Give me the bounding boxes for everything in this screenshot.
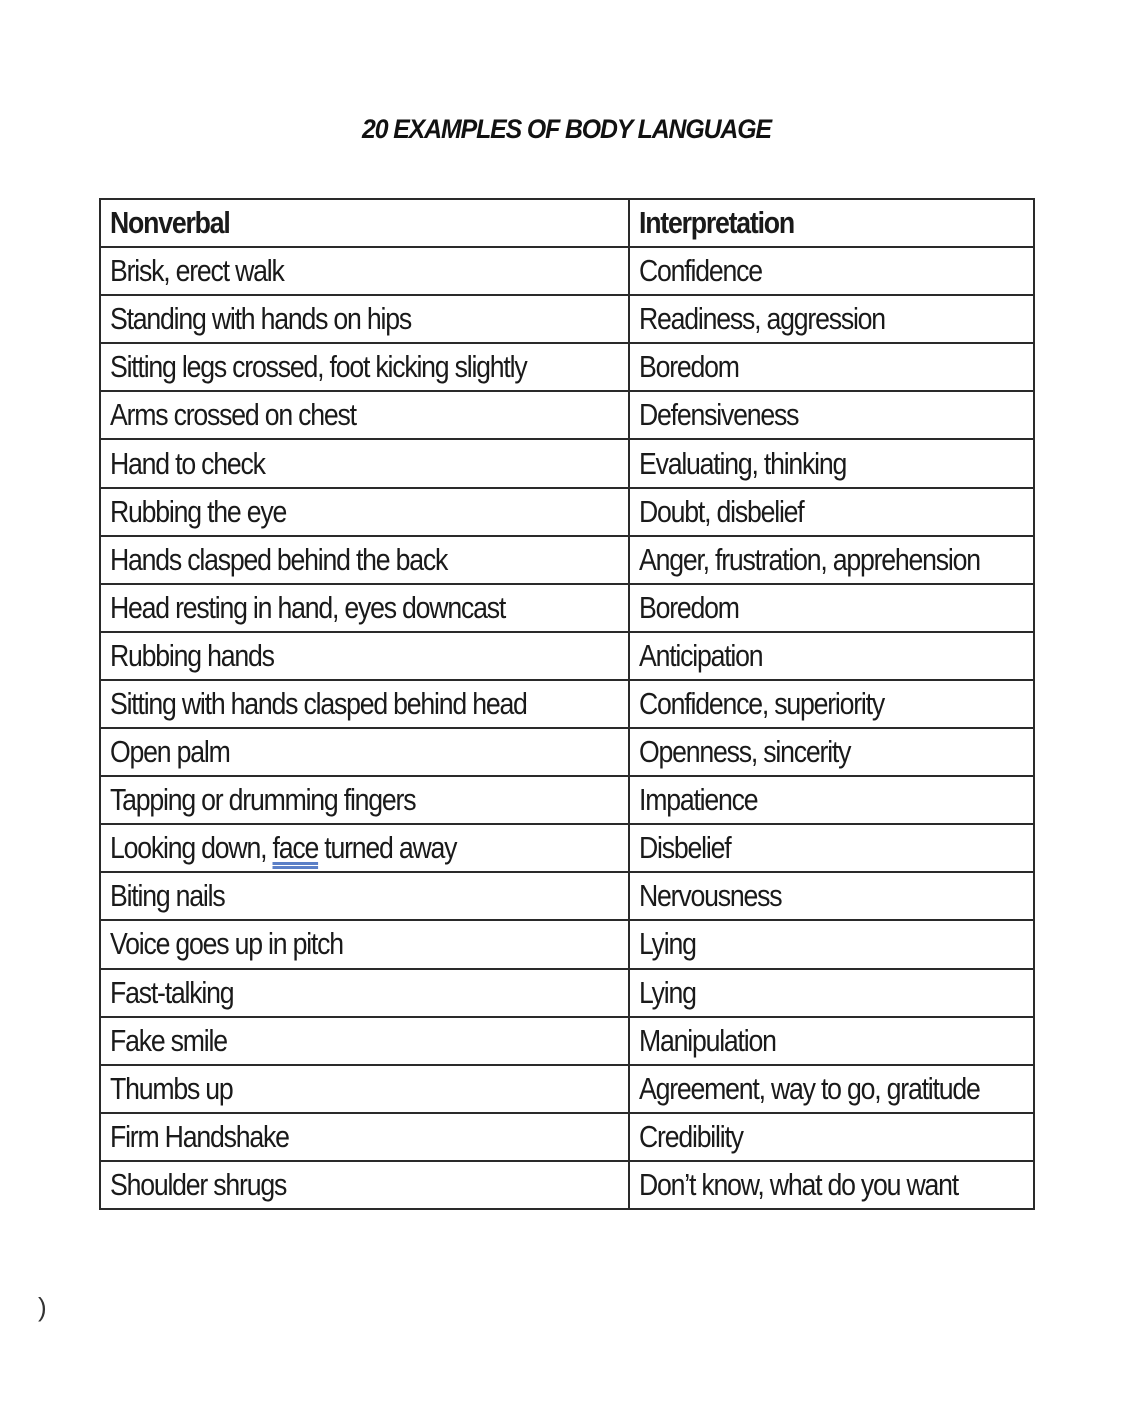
nonverbal-cell-text: Rubbing the eye <box>110 493 287 529</box>
interpretation-cell <box>629 439 1034 487</box>
interpretation-cell <box>629 247 1034 295</box>
nonverbal-cell <box>100 343 629 391</box>
interpretation-cell <box>629 680 1034 728</box>
interpretation-cell-text: Defensiveness <box>639 397 799 433</box>
interpretation-cell <box>629 488 1034 536</box>
table-row <box>100 824 1034 872</box>
table-row <box>100 439 1034 487</box>
interpretation-cell-text: Lying <box>639 926 696 962</box>
nonverbal-cell-text: Sitting legs crossed, foot kicking slightly <box>110 349 527 385</box>
interpretation-cell-text: Boredom <box>639 589 739 625</box>
interpretation-cell-text: Evaluating, thinking <box>639 445 847 481</box>
table-header-row <box>100 199 1034 247</box>
nonverbal-cell-text: Brisk, erect walk <box>110 253 284 289</box>
spellcheck-underline: face <box>272 830 319 866</box>
nonverbal-cell-text: Sitting with hands clasped behind head <box>110 685 527 721</box>
table-row <box>100 1017 1034 1065</box>
interpretation-cell-text: Doubt, disbelief <box>639 493 804 529</box>
nonverbal-cell <box>100 969 629 1017</box>
nonverbal-cell-text: Head resting in hand, eyes downcast <box>110 589 506 625</box>
interpretation-cell <box>629 1065 1034 1113</box>
table-row <box>100 1113 1034 1161</box>
nonverbal-cell <box>100 391 629 439</box>
nonverbal-cell-text: Voice goes up in pitch <box>110 926 343 962</box>
table-row <box>100 872 1034 920</box>
interpretation-cell-text: Credibility <box>639 1118 743 1154</box>
table-body <box>100 247 1034 1209</box>
nonverbal-cell-text: Fake smile <box>110 1022 227 1058</box>
body-language-table <box>99 198 1035 1210</box>
interpretation-cell <box>629 824 1034 872</box>
column-header-interpretation <box>629 199 1034 247</box>
table-row <box>100 920 1034 968</box>
table-row <box>100 536 1034 584</box>
interpretation-cell-text: Lying <box>639 974 696 1010</box>
table-row <box>100 969 1034 1017</box>
interpretation-cell <box>629 584 1034 632</box>
page-title: 20 EXAMPLES OF BODY LANGUAGE <box>362 114 771 144</box>
column-header-nonverbal <box>100 199 629 247</box>
interpretation-cell <box>629 776 1034 824</box>
nonverbal-cell <box>100 1161 629 1209</box>
table-row <box>100 1065 1034 1113</box>
interpretation-cell <box>629 295 1034 343</box>
nonverbal-cell-text: Shoulder shrugs <box>110 1166 287 1202</box>
table-row <box>100 343 1034 391</box>
table-row <box>100 1161 1034 1209</box>
nonverbal-cell <box>100 920 629 968</box>
nonverbal-cell-text: Hands clasped behind the back <box>110 541 448 577</box>
nonverbal-cell-text: Firm Handshake <box>110 1118 289 1154</box>
nonverbal-cell <box>100 632 629 680</box>
interpretation-cell <box>629 920 1034 968</box>
nonverbal-cell <box>100 680 629 728</box>
interpretation-cell <box>629 343 1034 391</box>
nonverbal-cell-text: Arms crossed on chest <box>110 397 356 433</box>
interpretation-cell-text: Nervousness <box>639 878 782 914</box>
nonverbal-cell <box>100 1113 629 1161</box>
nonverbal-cell-text: Biting nails <box>110 878 225 914</box>
table-row <box>100 247 1034 295</box>
table-row <box>100 584 1034 632</box>
nonverbal-cell-text: Thumbs up <box>110 1070 233 1106</box>
interpretation-cell-text: Disbelief <box>639 830 731 866</box>
interpretation-cell <box>629 728 1034 776</box>
nonverbal-cell-text: Open palm <box>110 734 230 770</box>
interpretation-cell-text: Openness, sincerity <box>639 734 851 770</box>
interpretation-cell <box>629 632 1034 680</box>
interpretation-cell-text: Anticipation <box>639 637 763 673</box>
interpretation-cell <box>629 1161 1034 1209</box>
column-header-interpretation-label: Interpretation <box>639 205 794 241</box>
nonverbal-cell <box>100 536 629 584</box>
nonverbal-cell <box>100 247 629 295</box>
interpretation-cell <box>629 969 1034 1017</box>
interpretation-cell-text: Readiness, aggression <box>639 301 885 337</box>
nonverbal-cell <box>100 488 629 536</box>
interpretation-cell-text: Confidence, superiority <box>639 685 884 721</box>
nonverbal-cell <box>100 824 629 872</box>
nonverbal-cell-text: Tapping or drumming fingers <box>110 782 416 818</box>
interpretation-cell-text: Impatience <box>639 782 758 818</box>
interpretation-cell-text: Manipulation <box>639 1022 776 1058</box>
interpretation-cell-text: Don’t know, what do you want <box>639 1166 959 1202</box>
nonverbal-cell <box>100 1017 629 1065</box>
table-row <box>100 488 1034 536</box>
interpretation-cell-text: Confidence <box>639 253 762 289</box>
interpretation-cell-text: Agreement, way to go, gratitude <box>639 1070 980 1106</box>
interpretation-cell-text: Boredom <box>639 349 739 385</box>
nonverbal-cell <box>100 1065 629 1113</box>
interpretation-cell <box>629 536 1034 584</box>
interpretation-cell <box>629 1113 1034 1161</box>
nonverbal-cell-text: Hand to check <box>110 445 265 481</box>
nonverbal-cell <box>100 872 629 920</box>
nonverbal-cell <box>100 439 629 487</box>
page-edge-mark: ) <box>38 1292 47 1322</box>
table-row <box>100 776 1034 824</box>
nonverbal-cell-text: Standing with hands on hips <box>110 301 411 337</box>
column-header-nonverbal-label: Nonverbal <box>110 205 230 241</box>
table-row <box>100 295 1034 343</box>
interpretation-cell <box>629 1017 1034 1065</box>
nonverbal-cell-text: Fast-talking <box>110 974 234 1010</box>
nonverbal-cell <box>100 295 629 343</box>
nonverbal-cell-text: Rubbing hands <box>110 637 274 673</box>
interpretation-cell <box>629 872 1034 920</box>
table-row <box>100 728 1034 776</box>
nonverbal-cell <box>100 584 629 632</box>
table-row <box>100 632 1034 680</box>
interpretation-cell <box>629 391 1034 439</box>
table-row <box>100 680 1034 728</box>
nonverbal-cell <box>100 776 629 824</box>
nonverbal-cell <box>100 728 629 776</box>
table-row <box>100 391 1034 439</box>
interpretation-cell-text: Anger, frustration, apprehension <box>639 541 980 577</box>
nonverbal-cell-text: Looking down, face turned away <box>110 830 457 866</box>
